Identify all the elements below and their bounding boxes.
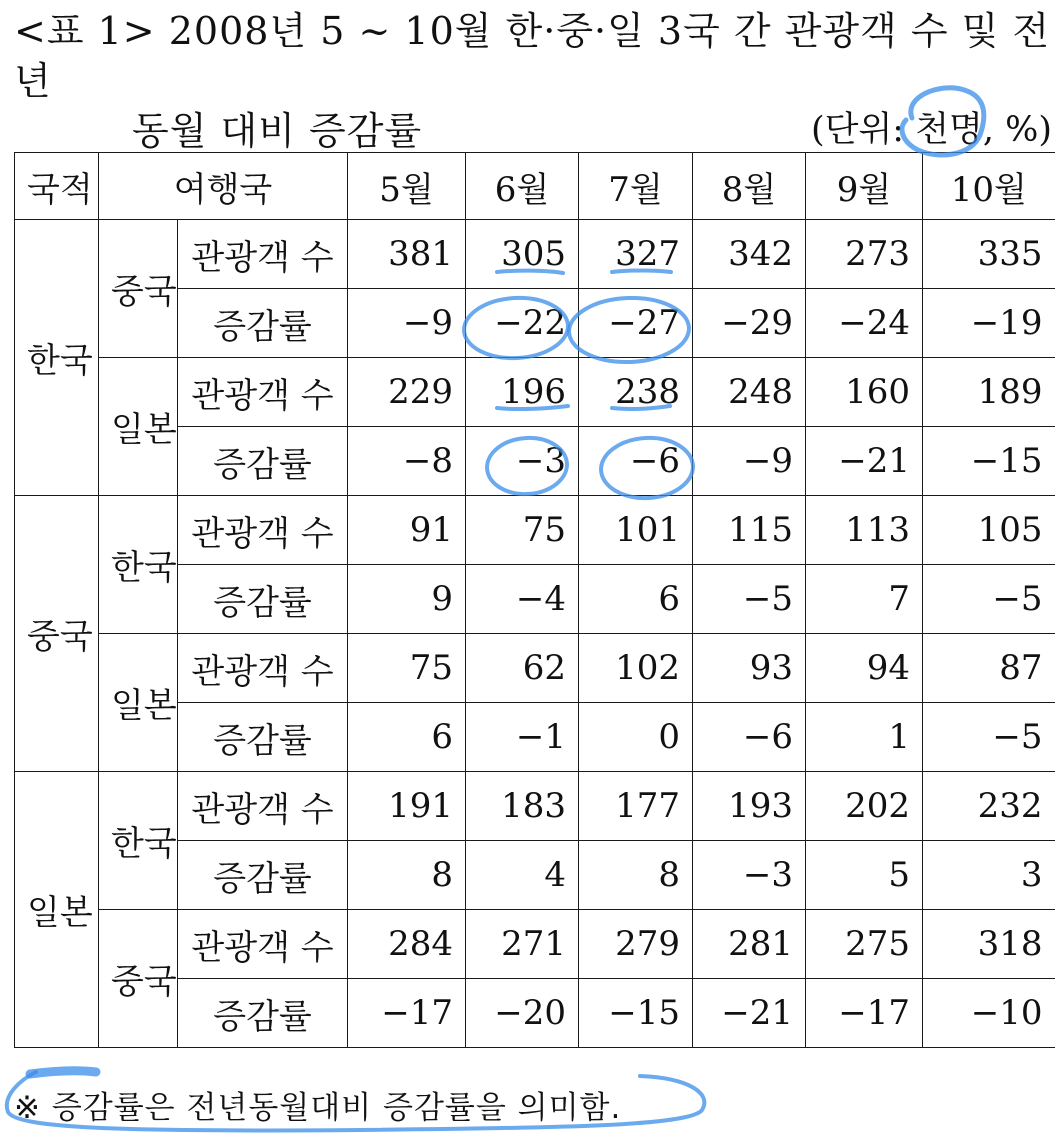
visitors-value-cell: 101 [579, 496, 693, 565]
visitors-value-cell: 271 [466, 910, 579, 979]
header-nationality: 국적 [15, 153, 99, 220]
growth-value-cell: 6 [348, 703, 466, 772]
header-month: 9월 [806, 153, 923, 220]
growth-value-cell: −1 [466, 703, 579, 772]
growth-value-cell: −9 [348, 289, 466, 358]
visitors-label: 관광객 수 [178, 910, 348, 979]
visitors-value-cell: 305 [466, 220, 579, 289]
growth-value-cell: −3 [693, 841, 806, 910]
note-stroke-annotation [30, 1071, 96, 1074]
visitors-value-cell: 191 [348, 772, 466, 841]
growth-value-cell: −5 [923, 565, 1055, 634]
visitors-value-cell: 281 [693, 910, 806, 979]
visitors-value-cell: 189 [923, 358, 1055, 427]
header-month: 5월 [348, 153, 466, 220]
visitors-value-cell: 342 [693, 220, 806, 289]
nationality-cell: 중국 [15, 496, 99, 772]
table-row [15, 496, 1055, 565]
growth-value-cell: −27 [579, 289, 693, 358]
growth-label: 증감률 [178, 841, 348, 910]
visitors-value-cell: 284 [348, 910, 466, 979]
nationality-cell: 한국 [15, 220, 99, 496]
visitors-label: 관광객 수 [178, 634, 348, 703]
growth-value-cell: 3 [923, 841, 1055, 910]
table-row [15, 358, 1055, 427]
visitors-value-cell: 177 [579, 772, 693, 841]
growth-value-cell: 1 [806, 703, 923, 772]
visitors-value-cell: 62 [466, 634, 579, 703]
growth-value-cell: −3 [466, 427, 579, 496]
growth-value-cell: −5 [693, 565, 806, 634]
growth-value-cell: −6 [579, 427, 693, 496]
destination-cell: 일본 [99, 358, 178, 496]
visitors-value-cell: 318 [923, 910, 1055, 979]
growth-label: 증감률 [178, 289, 348, 358]
visitors-value-cell: 275 [806, 910, 923, 979]
visitors-value-cell: 335 [923, 220, 1055, 289]
header-month: 10월 [923, 153, 1055, 220]
growth-value-cell: −17 [348, 979, 466, 1048]
visitors-value-cell: 202 [806, 772, 923, 841]
table-row [15, 634, 1055, 703]
visitors-value-cell: 232 [923, 772, 1055, 841]
growth-value-cell: −10 [923, 979, 1055, 1048]
table-row [15, 220, 1055, 289]
visitors-value-cell: 196 [466, 358, 579, 427]
growth-label: 증감률 [178, 427, 348, 496]
destination-cell: 중국 [99, 910, 178, 1048]
visitors-value-cell: 94 [806, 634, 923, 703]
growth-value-cell: 4 [466, 841, 579, 910]
visitors-value-cell: 93 [693, 634, 806, 703]
growth-value-cell: 8 [348, 841, 466, 910]
growth-value-cell: −29 [693, 289, 806, 358]
visitors-value-cell: 327 [579, 220, 693, 289]
title-line-1: <표 1> 2008년 5 ~ 10월 한·중·일 3국 간 관광객 수 및 전년 [14, 9, 1051, 103]
growth-value-cell: −22 [466, 289, 579, 358]
table-row [15, 910, 1055, 979]
growth-value-cell: 5 [806, 841, 923, 910]
growth-value-cell: −19 [923, 289, 1055, 358]
visitors-value-cell: 229 [348, 358, 466, 427]
growth-value-cell: 0 [579, 703, 693, 772]
visitors-value-cell: 279 [579, 910, 693, 979]
table-body [15, 153, 1055, 1048]
growth-value-cell: −15 [923, 427, 1055, 496]
growth-value-cell: 6 [579, 565, 693, 634]
visitors-value-cell: 238 [579, 358, 693, 427]
growth-value-cell: 8 [579, 841, 693, 910]
growth-value-cell: 7 [806, 565, 923, 634]
visitors-value-cell: 183 [466, 772, 579, 841]
growth-value-cell: −21 [693, 979, 806, 1048]
visitors-value-cell: 160 [806, 358, 923, 427]
visitors-label: 관광객 수 [178, 220, 348, 289]
growth-value-cell: −24 [806, 289, 923, 358]
visitors-value-cell: 91 [348, 496, 466, 565]
header-month: 6월 [466, 153, 579, 220]
header-month: 8월 [693, 153, 806, 220]
footnote: ※ 증감률은 전년동월대비 증감률을 의미함. [14, 1090, 622, 1126]
growth-value-cell: −21 [806, 427, 923, 496]
visitors-value-cell: 75 [466, 496, 579, 565]
growth-value-cell: −9 [693, 427, 806, 496]
header-row [15, 153, 1055, 220]
visitors-value-cell: 102 [579, 634, 693, 703]
destination-cell: 한국 [99, 772, 178, 910]
header-month: 7월 [579, 153, 693, 220]
tourism-table [14, 152, 1055, 1048]
growth-value-cell: −6 [693, 703, 806, 772]
destination-cell: 한국 [99, 496, 178, 634]
visitors-label: 관광객 수 [178, 772, 348, 841]
visitors-value-cell: 115 [693, 496, 806, 565]
header-destination: 여행국 [99, 153, 348, 220]
visitors-value-cell: 248 [693, 358, 806, 427]
visitors-value-cell: 381 [348, 220, 466, 289]
visitors-value-cell: 75 [348, 634, 466, 703]
growth-value-cell: −4 [466, 565, 579, 634]
growth-value-cell: −17 [806, 979, 923, 1048]
growth-value-cell: −20 [466, 979, 579, 1048]
visitors-label: 관광객 수 [178, 358, 348, 427]
title-line-2: 동월 대비 증감률 [132, 109, 423, 153]
growth-value-cell: −5 [923, 703, 1055, 772]
growth-label: 증감률 [178, 979, 348, 1048]
growth-value-cell: 9 [348, 565, 466, 634]
nationality-cell: 일본 [15, 772, 99, 1048]
visitors-value-cell: 193 [693, 772, 806, 841]
table-row [15, 772, 1055, 841]
visitors-value-cell: 273 [806, 220, 923, 289]
visitors-label: 관광객 수 [178, 496, 348, 565]
visitors-value-cell: 87 [923, 634, 1055, 703]
destination-cell: 일본 [99, 634, 178, 772]
visitors-value-cell: 105 [923, 496, 1055, 565]
growth-label: 증감률 [178, 565, 348, 634]
growth-label: 증감률 [178, 703, 348, 772]
growth-value-cell: −15 [579, 979, 693, 1048]
unit-label: (단위: 천명, %) [811, 110, 1052, 150]
destination-cell: 중국 [99, 220, 178, 358]
visitors-value-cell: 113 [806, 496, 923, 565]
growth-value-cell: −8 [348, 427, 466, 496]
